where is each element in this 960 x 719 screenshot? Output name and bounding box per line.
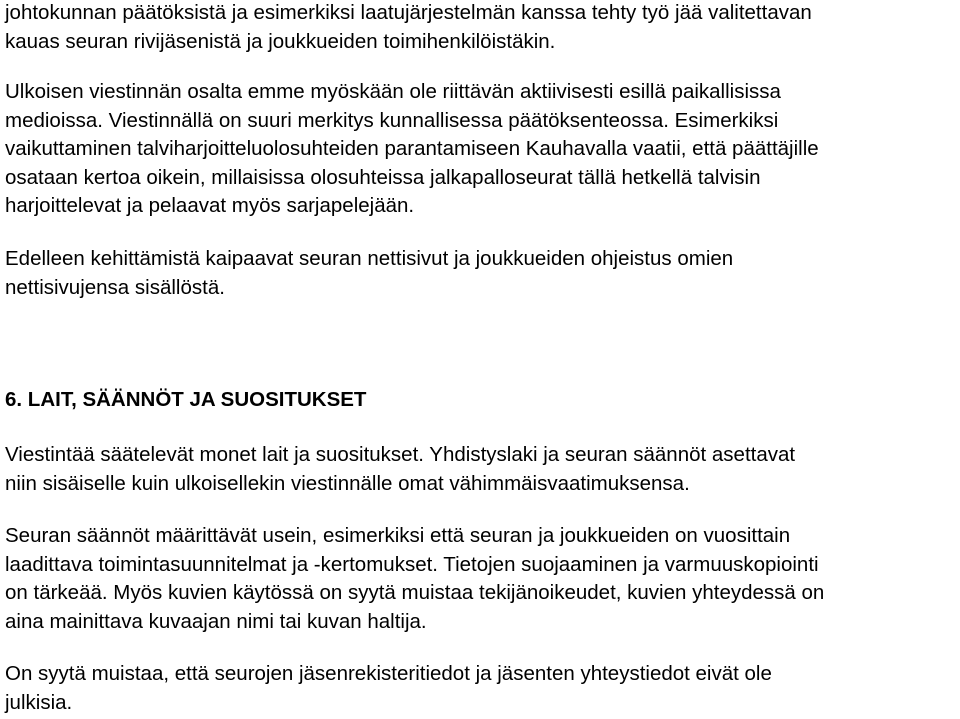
text-line: kauas seuran rivijäsenistä ja joukkueiden toimihenkilöistäkin.	[5, 29, 556, 53]
text-line: medioissa. Viestinnällä on suuri merkitys kunnallisessa päätöksenteossa. Esimerkiksi	[5, 108, 779, 132]
paragraph-website-development	[5, 245, 733, 302]
text-line: On syytä muistaa, että seurojen jäsenrekisteritiedot ja jäsenten yhteystiedot eivät ole	[5, 662, 772, 685]
text-line: johtokunnan päätöksistä ja esimerkiksi laatujärjestelmän kanssa tehty työ jää valitettavan	[5, 1, 812, 24]
text-line: nettisivujensa sisällöstä.	[5, 275, 225, 299]
section-heading: 6. LAIT, SÄÄNNÖT JA SUOSITUKSET	[5, 388, 367, 411]
text-line: Edelleen kehittämistä kaipaavat seuran nettisivut ja joukkueiden ohjeistus omien	[5, 247, 734, 270]
text-line: Ulkoisen viestinnän osalta emme myöskään ole riittävän aktiivisesti esillä paikallisissa	[5, 80, 781, 103]
text-line: Seuran säännöt määrittävät usein, esimerkiksi että seuran ja joukkueiden on vuosittain	[5, 524, 791, 547]
text-line: niin sisäiselle kuin ulkoisellekin viestinnälle omat vähimmäisvaatimuksensa.	[5, 471, 690, 495]
text-line: harjoittelevat ja pelaavat myös sarjapelejään.	[5, 194, 415, 218]
text-line: aina mainittava kuvaajan nimi tai kuvan haltija.	[5, 609, 427, 633]
paragraph-laws-and-recommendations	[5, 441, 795, 498]
paragraph-board-decisions	[5, 0, 812, 56]
text-line: vaikuttaminen talviharjoitteluolosuhteiden parantamiseen Kauhavalla vaatii, että päättäjille	[5, 137, 819, 161]
text-line: Viestintää säätelevät monet lait ja suositukset. Yhdistyslaki ja seuran säännöt asettavat	[5, 443, 796, 466]
text-line: laadittava toimintasuunnitelmat ja -kertomukset. Tietojen suojaaminen ja varmuuskopiointi	[5, 552, 819, 576]
paragraph-external-communication	[5, 78, 819, 221]
paragraph-member-register	[5, 660, 772, 717]
paragraph-club-rules	[5, 522, 824, 636]
text-line: julkisia.	[5, 690, 73, 714]
text-line: osataan kertoa oikein, millaisissa olosuhteissa jalkapalloseurat tällä hetkellä talvisin	[5, 165, 761, 189]
text-line: on tärkeää. Myös kuvien käytössä on syytä muistaa tekijänoikeudet, kuvien yhteydessä on	[5, 581, 825, 605]
